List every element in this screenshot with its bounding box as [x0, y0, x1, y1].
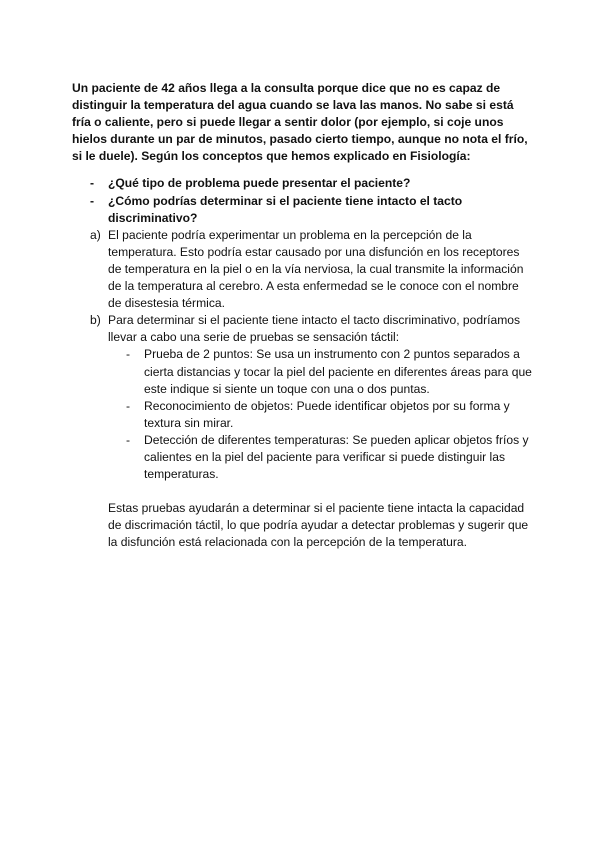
dash-marker: - — [90, 176, 95, 191]
answer-marker: b) — [90, 313, 101, 328]
answer-b — [72, 312, 532, 483]
dash-marker: - — [126, 398, 131, 413]
test-text: Prueba de 2 puntos: Se usa un instrumento con 2 puntos separados a cierta distancias y tocar la piel del paciente en diferentes áreas para que este indique si siente un toque con una o dos puntas. — [144, 347, 532, 396]
answer-a — [72, 227, 532, 312]
case-intro: Un paciente de 42 años llega a la consulta porque dice que no es capaz de distinguir la temperatura del agua cuando se lava las manos. No sabe si está fría o caliente, pero si puede llegar a sentir dolor (por ejemplo, si coje unos hielos durante un par de minutos, pasado cierto tiempo, aunque no nota el frío, si le duele). Según los conceptos que hemos explicado en Fisiología: — [72, 81, 528, 164]
dash-marker: - — [126, 347, 131, 362]
conclusion-paragraph: Estas pruebas ayudarán a determinar si el paciente tiene intacta la capacidad de discrimación táctil, lo que podría ayudar a detectar problemas y sugerir que la disfunción está relacionada con la percepción de la temperatura. — [108, 501, 529, 550]
answer-text: Para determinar si el paciente tiene intacto el tacto discriminativo, podríamos llevar a cabo una serie de pruebas se sensación táctil: — [108, 313, 521, 345]
answer-text: El paciente podría experimentar un problema en la percepción de la temperatura. Esto podría estar causado por una disfunción en los receptores de temperatura en la piel o en la vía nerviosa, la cual transmite la información de la temperatura al cerebro. A esta enfermedad se le conoce con el nombre de disestesia térmica. — [108, 227, 524, 311]
question-list — [72, 175, 532, 226]
dash-marker: - — [126, 432, 131, 447]
question-item — [72, 175, 532, 192]
answer-marker: a) — [90, 227, 101, 242]
question-text: ¿Qué tipo de problema puede presentar el paciente? — [108, 176, 411, 191]
test-item — [108, 346, 532, 397]
test-text: Reconocimiento de objetos: Puede identificar objetos por su forma y textura sin mirar. — [144, 398, 510, 430]
test-list — [108, 346, 532, 483]
dash-marker: - — [90, 193, 95, 208]
question-item — [72, 193, 532, 227]
document-page — [72, 80, 532, 551]
answer-list — [72, 227, 532, 483]
question-text: ¿Cómo podrías determinar si el paciente tiene intacto el tacto discriminativo? — [108, 193, 463, 225]
test-item — [108, 432, 532, 483]
test-item — [108, 398, 532, 432]
test-text: Detección de diferentes temperaturas: Se pueden aplicar objetos fríos y calientes en la piel del paciente para verificar si puede distinguir las temperaturas. — [144, 432, 529, 482]
